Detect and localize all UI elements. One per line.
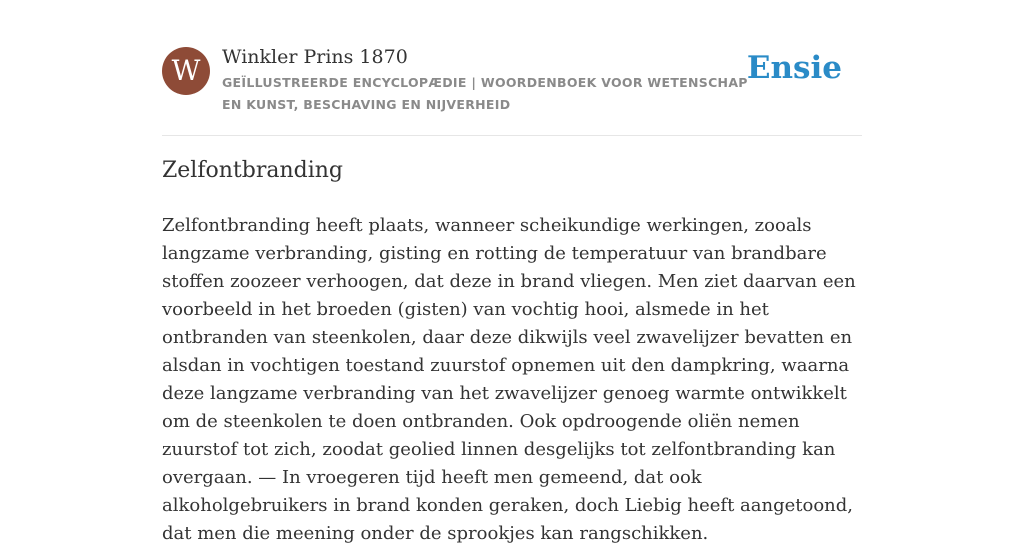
source-subtitle: GEÏLLUSTREERDE ENCYCLOPÆDIE | WOORDENBOEK VOOR WETENSCHAP EN KUNST, BESCHAVING EN NIJVERHEID	[222, 75, 748, 112]
source-title[interactable]: Winkler Prins 1870	[222, 46, 408, 68]
header-divider	[162, 135, 862, 136]
source-avatar[interactable]: W	[162, 47, 210, 95]
source-header	[162, 45, 862, 135]
ensie-logo[interactable]: Ensie	[746, 50, 842, 86]
entry-body: Zelfontbranding heeft plaats, wanneer scheikundige werkingen, zooals langzame verbranding, gisting en rotting de temperatuur van brandbare stoffen zoozeer verhoogen, dat deze in brand vliegen. Men ziet daarvan een voorbeeld in het broeden (gisten) van vochtig hooi, alsmede in het ontbranden van steenkolen, daar deze dikwijls veel zwavelijzer bevatten en alsdan in vochtigen toestand zuurstof opnemen uit den dampkring, waarna deze langzame verbranding van het zwavelijzer genoeg warmte ontwikkelt om de steenkolen te doen ontbranden. Ook opdroogende oliën nemen zuurstof tot zich, zoodat geolied linnen desgelijks tot zelfontbranding kan overgaan. — In vroegeren tijd heeft men gemeend, dat ook alkoholgebruikers in brand konden geraken, doch Liebig heeft aangetoond, dat men die meening onder de sprookjes kan rangschikken.	[162, 215, 856, 544]
entry-title: Zelfontbranding	[162, 158, 343, 183]
